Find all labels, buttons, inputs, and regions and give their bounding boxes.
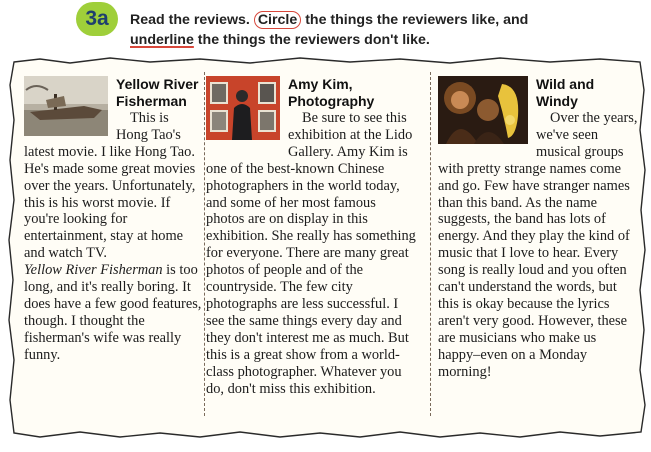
review-body: Be sure to see this exhibition at the Lido Gallery. Amy Kim is one of the best-known Chinese photographers in the world today, and some of her most famous photos are on display in this exhibition. She really has something for everyone. There are many great photos of people and of the countryside. The few city photographs are less successful. I see the same things every day and they don't interest me as much. But this is a great show from a world-class photographer. Whatever you do, don't miss this exhibition.	[206, 110, 416, 397]
gallery-photo	[206, 76, 280, 140]
circle-word: Circle	[254, 11, 301, 29]
underline-word: underline	[130, 32, 194, 48]
review-title: Wild and Windy	[536, 76, 595, 109]
reviews-panel	[18, 66, 642, 430]
review-yellow-river-fisherman	[24, 76, 204, 364]
review-wild-and-windy	[438, 76, 638, 381]
review-body: This is Hong Tao's latest movie. I like Hong Tao. He's made some great movies over the years. Unfortunately, this is his worst movie. If you're looking for entertainment, stay at home and watch TV. Yellow River Fisherman is too long, and it's really boring. It does have a few good features, though. I thought the fisherman's wife was really funny.	[24, 110, 202, 363]
review-amy-kim-photography	[206, 76, 416, 397]
review-title: Yellow River Fisherman	[116, 76, 199, 109]
review-body: Over the years, we've seen musical groups with pretty strange names come and go. Few have stranger names than this band. As the name suggests, the band has lots of energy. And they play the kind of music that I love to hear. Every song is really loud and you often can't understand the words, but this is okay because the lyrics aren't very good. However, these are musicians who make us happy–even on a Monday morning!	[438, 110, 638, 380]
review-title: Amy Kim, Photography	[288, 76, 375, 109]
movie-title-italic: Yellow River Fisherman	[24, 262, 163, 279]
exercise-badge: 3a	[76, 2, 118, 36]
band-photo	[438, 76, 528, 144]
column-divider	[204, 72, 205, 416]
instruction-text: Read the reviews. Circle the things the reviewers like, and underline the things the reviewers don't like.	[130, 12, 529, 48]
river-boat-photo	[24, 76, 108, 136]
column-divider	[430, 72, 431, 416]
